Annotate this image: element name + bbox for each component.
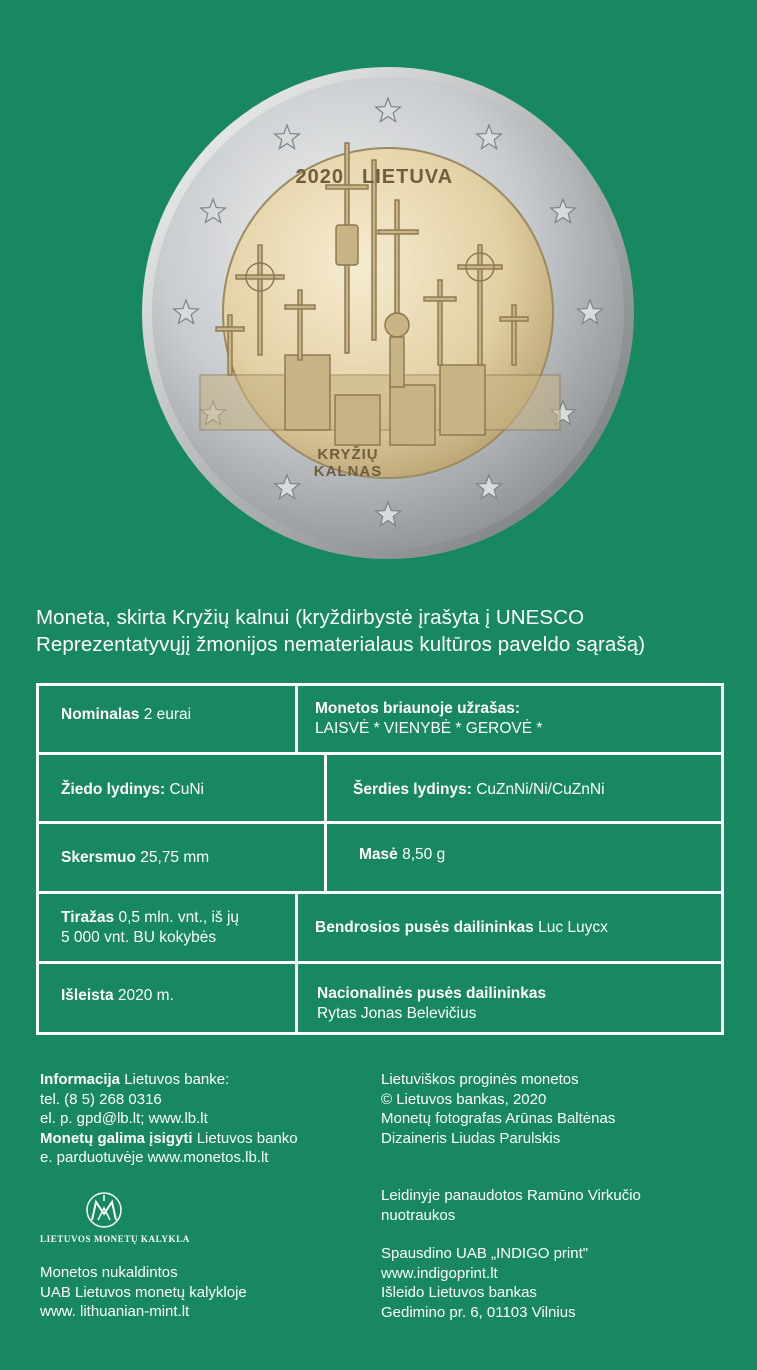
coin-image [140,65,636,561]
credit-line: Spausdino UAB „INDIGO print" [381,1245,589,1262]
spec-value: 8,50 g [402,846,446,863]
table-divider [324,752,327,891]
spec-edge-inscription [315,699,715,739]
spec-value: LAISVĖ * VIENYBĖ * GEROVĖ * [315,720,543,737]
spec-value: 5 000 vnt. BU kokybės [61,929,217,946]
spec-label: Tiražas [61,909,115,926]
credit-line: Išleido Lietuvos bankas [381,1284,537,1301]
credit-line: Dizaineris Liudas Parulskis [381,1129,561,1147]
spec-label: Bendrosios pusės dailininkas [315,919,534,936]
spec-core-alloy [353,780,605,800]
caption-line-1: Moneta, skirta Kryžių kalnui (kryždirbystė įrašyta į UNESCO [36,606,585,629]
spec-label: Išleista [61,987,114,1004]
spec-ring-alloy [61,780,204,800]
caption-line-2: Reprezentatyvųjį žmonijos nematerialaus kultūros paveldo sąrašą) [36,633,646,656]
spec-table [36,683,724,1035]
mint-line: UAB Lietuvos monetų kalykloje [40,1283,247,1301]
spec-label: Monetos briaunoje užrašas: [315,700,520,717]
info-right [381,1070,615,1148]
info-email-web: el. p. gpd@lb.lt; www.lb.lt [40,1110,208,1127]
credit-line: nuotraukos [381,1206,456,1224]
table-divider [295,891,298,1035]
spec-value: 0,5 mln. vnt., iš jų [118,909,240,926]
spec-value: CuZnNi/Ni/CuZnNi [476,781,605,798]
table-divider [39,891,721,894]
table-divider [39,961,721,964]
table-divider [295,686,298,752]
info-shop: e. parduotuvėje www.monetos.lb.lt [40,1149,269,1166]
spec-value: Rytas Jonas Belevičius [317,1005,477,1022]
mint-info [40,1263,247,1322]
coin-motif-line2: KALNAS [313,463,383,480]
credit-line: www.indigoprint.lt [381,1264,498,1282]
mint-link: www. lithuanian-mint.lt [40,1303,190,1320]
mint-name: LIETUVOS MONETŲ KALYKLA [40,1234,190,1244]
spec-label: Skersmuo [61,849,136,866]
coin-year: 2020 [295,166,344,188]
buy-label: Monetų galima įsigyti [40,1129,193,1147]
spec-value: CuNi [169,781,204,798]
spec-label: Šerdies lydinys: [353,781,472,798]
credit-line: © Lietuvos bankas, 2020 [381,1090,547,1108]
coin-caption [36,604,746,658]
spec-mintage [61,908,239,948]
table-divider [39,752,721,755]
spec-mass [359,845,445,865]
photo-credit [381,1186,641,1225]
coin-motif-line1: KRYŽIŲ [317,446,379,463]
credit-line: Leidinyje panaudotos Ramūno Virkučio [381,1187,641,1204]
coin-svg [140,65,636,561]
info-left [40,1070,298,1168]
spec-label: Masė [359,846,398,863]
spec-issued [61,986,174,1006]
buy-text: Lietuvos banko [196,1129,298,1147]
spec-value: 2 eurai [143,706,192,723]
info-label: Informacija [40,1071,121,1088]
table-divider [39,821,721,824]
spec-value: 25,75 mm [140,849,210,866]
spec-value: 2020 m. [117,987,174,1004]
spec-label: Nacionalinės pusės dailininkas [317,985,547,1002]
credit-line: Monetų fotografas Arūnas Baltėnas [381,1110,616,1127]
spec-value: Luc Luycx [538,919,608,936]
spec-common-artist [315,918,608,938]
spec-nominal [61,705,191,725]
credit-line: Gedimino pr. 6, 01103 Vilnius [381,1303,576,1321]
info-phone: tel. (8 5) 268 0316 [40,1090,162,1108]
mint-line: Monetos nukaldintos [40,1264,178,1281]
spec-label: Žiedo lydinys: [61,781,166,798]
spec-national-artist [317,984,546,1024]
credit-line: Lietuviškos proginės monetos [381,1071,579,1088]
info-text: Lietuvos banke: [124,1071,230,1088]
print-credit [381,1244,588,1322]
spec-diameter [61,848,209,868]
coin-country: LIETUVA [362,166,454,188]
spec-label: Nominalas [61,706,140,723]
